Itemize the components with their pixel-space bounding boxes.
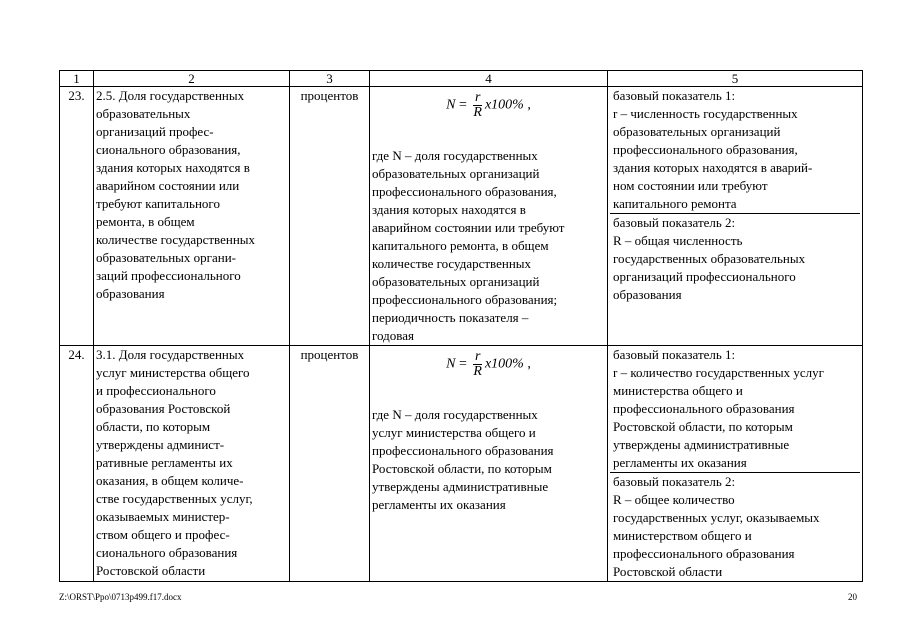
unit-cell: процентов (290, 346, 370, 582)
base-indicator-1: базовый показатель 1: r – численность государственных образовательных организаций профессионального образования, здания которых находятся в аварий- ном состоянии или требуют капитального ремонта (610, 87, 860, 214)
formula-lhs: N (446, 356, 456, 372)
formula-fraction (473, 91, 482, 120)
formula (372, 87, 605, 147)
base-indicator-2: базовый показатель 2: R – общая численность государственных образовательных организаций профессионального образования (613, 215, 806, 302)
footer-page-number: 20 (848, 592, 857, 602)
formula-eq: = (458, 97, 467, 113)
header-cell-1: 1 (60, 71, 94, 87)
formula-comma: , (527, 97, 531, 113)
formula-eq: = (458, 356, 467, 372)
header-cell-4: 4 (370, 71, 608, 87)
base-indicators-cell (608, 87, 863, 346)
formula-description: где N – доля государственных услуг министерства общего и профессионального образования Ростовской области, по которым утверждены административные регламенты их оказания (372, 407, 554, 512)
formula-cell (370, 87, 608, 346)
row-number: 23. (60, 87, 94, 346)
formula-description: где N – доля государственных образовательных организаций профессионального образования, здания которых находятся в аварийном состоянии или требуют капитального ремонта, в общем количестве государственных образовательных организаций профессионального образования; периодичность показателя – годовая (372, 148, 565, 343)
header-cell-2: 2 (94, 71, 290, 87)
indicators-table (59, 70, 863, 582)
footer-file-path: Z:\ORST\Ppo\0713p499.f17.docx (59, 592, 182, 602)
base-indicator-2: базовый показатель 2: R – общее количество государственных услуг, оказываемых министерством общего и профессионального образования Ростовской области (613, 474, 820, 579)
formula-denominator: R (473, 364, 482, 379)
formula-rest: x100% (484, 97, 524, 113)
formula-cell (370, 346, 608, 582)
formula-denominator: R (473, 105, 482, 120)
indicator-name: 3.1. Доля государственных услуг министерства общего и профессионального образования Ростовской области, по которым утверждены админист- ративные регламенты их оказания, в общем количе- стве государственных услуг, оказываемых министер- ством общего и профес- сионального образования Ростовской области (94, 346, 290, 582)
formula (372, 346, 605, 406)
base-indicator-1: базовый показатель 1: r – количество государственных услуг министерства общего и профессионального образования Ростовской области, по которым утверждены административные регламенты их оказания (610, 346, 860, 473)
base-indicators-cell (608, 346, 863, 582)
formula-lhs: N (446, 97, 456, 113)
header-cell-5: 5 (608, 71, 863, 87)
formula-fraction (473, 350, 482, 379)
table-row (60, 87, 863, 346)
formula-numerator: r (474, 90, 481, 105)
unit-cell: процентов (290, 87, 370, 346)
formula-numerator: r (474, 349, 481, 364)
formula-rest: x100% (484, 356, 524, 372)
row-number: 24. (60, 346, 94, 582)
table-row (60, 346, 863, 582)
header-row (60, 71, 863, 87)
header-cell-3: 3 (290, 71, 370, 87)
formula-comma: , (527, 356, 531, 372)
indicator-name: 2.5. Доля государственных образовательных организаций профес- сионального образования, здания которых находятся в аварийном состоянии или требуют капитального ремонта, в общем количестве государственных образовательных органи- заций профессионального образования (94, 87, 290, 346)
